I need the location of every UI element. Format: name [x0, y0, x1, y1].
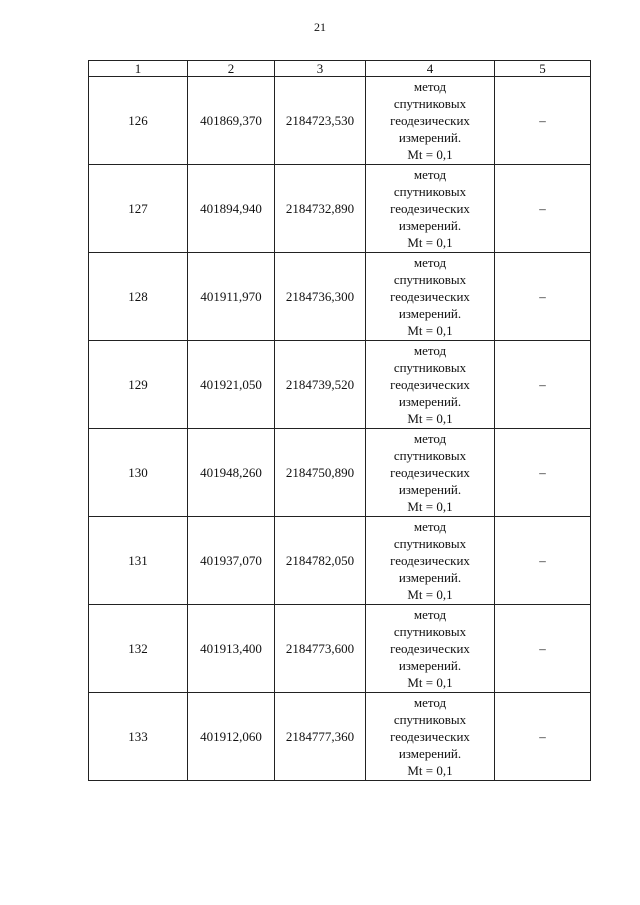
method-line: метод: [413, 343, 447, 358]
method-cell: [366, 605, 495, 693]
method-cell: [366, 341, 495, 429]
y-coordinate-cell: 2184750,890: [275, 429, 366, 517]
table-header-row: [89, 61, 591, 77]
table-row: [89, 165, 591, 253]
table-row: [89, 517, 591, 605]
y-coordinate-cell: 2184777,360: [275, 693, 366, 781]
column-header: 1: [89, 61, 188, 77]
method-line: геодезических: [390, 289, 470, 304]
method-cell: [366, 693, 495, 781]
table-row: [89, 77, 591, 165]
page-number: 21: [314, 20, 326, 34]
method-line: измерений.: [398, 570, 462, 585]
method-line: Mt = 0,1: [407, 763, 453, 778]
note-cell: –: [495, 253, 591, 341]
method-line: Mt = 0,1: [407, 147, 453, 162]
table-row: [89, 253, 591, 341]
method-line: измерений.: [398, 658, 462, 673]
table-row: [89, 429, 591, 517]
method-line: геодезических: [390, 641, 470, 656]
method-line: Mt = 0,1: [407, 675, 453, 690]
method-line: Mt = 0,1: [407, 587, 453, 602]
method-line: метод: [413, 695, 447, 710]
method-line: измерений.: [398, 130, 462, 145]
y-coordinate-cell: 2184773,600: [275, 605, 366, 693]
point-number-cell: 131: [89, 517, 188, 605]
method-line: Mt = 0,1: [407, 411, 453, 426]
column-header: 3: [275, 61, 366, 77]
note-cell: –: [495, 77, 591, 165]
table-row: [89, 693, 591, 781]
point-number-cell: 133: [89, 693, 188, 781]
method-line: спутниковых: [393, 712, 467, 727]
method-line: измерений.: [398, 306, 462, 321]
method-line: метод: [413, 607, 447, 622]
method-line: спутниковых: [393, 448, 467, 463]
note-cell: –: [495, 693, 591, 781]
method-cell: [366, 429, 495, 517]
point-number-cell: 129: [89, 341, 188, 429]
y-coordinate-cell: 2184739,520: [275, 341, 366, 429]
note-cell: –: [495, 341, 591, 429]
method-cell: [366, 77, 495, 165]
method-cell: [366, 165, 495, 253]
table-row: [89, 341, 591, 429]
x-coordinate-cell: 401894,940: [188, 165, 275, 253]
method-line: геодезических: [390, 113, 470, 128]
y-coordinate-cell: 2184732,890: [275, 165, 366, 253]
method-line: метод: [413, 167, 447, 182]
x-coordinate-cell: 401869,370: [188, 77, 275, 165]
method-line: метод: [413, 79, 447, 94]
method-line: Mt = 0,1: [407, 499, 453, 514]
coordinates-table: [88, 60, 591, 781]
x-coordinate-cell: 401911,970: [188, 253, 275, 341]
point-number-cell: 132: [89, 605, 188, 693]
method-cell: [366, 517, 495, 605]
method-line: метод: [413, 519, 447, 534]
x-coordinate-cell: 401913,400: [188, 605, 275, 693]
method-line: геодезических: [390, 553, 470, 568]
method-line: спутниковых: [393, 272, 467, 287]
method-line: спутниковых: [393, 96, 467, 111]
y-coordinate-cell: 2184736,300: [275, 253, 366, 341]
x-coordinate-cell: 401937,070: [188, 517, 275, 605]
note-cell: –: [495, 429, 591, 517]
method-line: метод: [413, 255, 447, 270]
column-header: 4: [366, 61, 495, 77]
table-row: [89, 605, 591, 693]
x-coordinate-cell: 401948,260: [188, 429, 275, 517]
x-coordinate-cell: 401921,050: [188, 341, 275, 429]
method-line: метод: [413, 431, 447, 446]
method-line: спутниковых: [393, 184, 467, 199]
method-line: Mt = 0,1: [407, 235, 453, 250]
method-line: спутниковых: [393, 360, 467, 375]
column-header: 5: [495, 61, 591, 77]
point-number-cell: 126: [89, 77, 188, 165]
table-body: [89, 77, 591, 781]
x-coordinate-cell: 401912,060: [188, 693, 275, 781]
method-line: геодезических: [390, 465, 470, 480]
note-cell: –: [495, 165, 591, 253]
method-line: геодезических: [390, 729, 470, 744]
method-line: Mt = 0,1: [407, 323, 453, 338]
method-line: измерений.: [398, 482, 462, 497]
method-line: геодезических: [390, 201, 470, 216]
y-coordinate-cell: 2184723,530: [275, 77, 366, 165]
method-line: измерений.: [398, 218, 462, 233]
point-number-cell: 130: [89, 429, 188, 517]
y-coordinate-cell: 2184782,050: [275, 517, 366, 605]
note-cell: –: [495, 517, 591, 605]
method-line: измерений.: [398, 746, 462, 761]
method-cell: [366, 253, 495, 341]
method-line: спутниковых: [393, 536, 467, 551]
point-number-cell: 128: [89, 253, 188, 341]
method-line: спутниковых: [393, 624, 467, 639]
note-cell: –: [495, 605, 591, 693]
point-number-cell: 127: [89, 165, 188, 253]
method-line: измерений.: [398, 394, 462, 409]
column-header: 2: [188, 61, 275, 77]
method-line: геодезических: [390, 377, 470, 392]
